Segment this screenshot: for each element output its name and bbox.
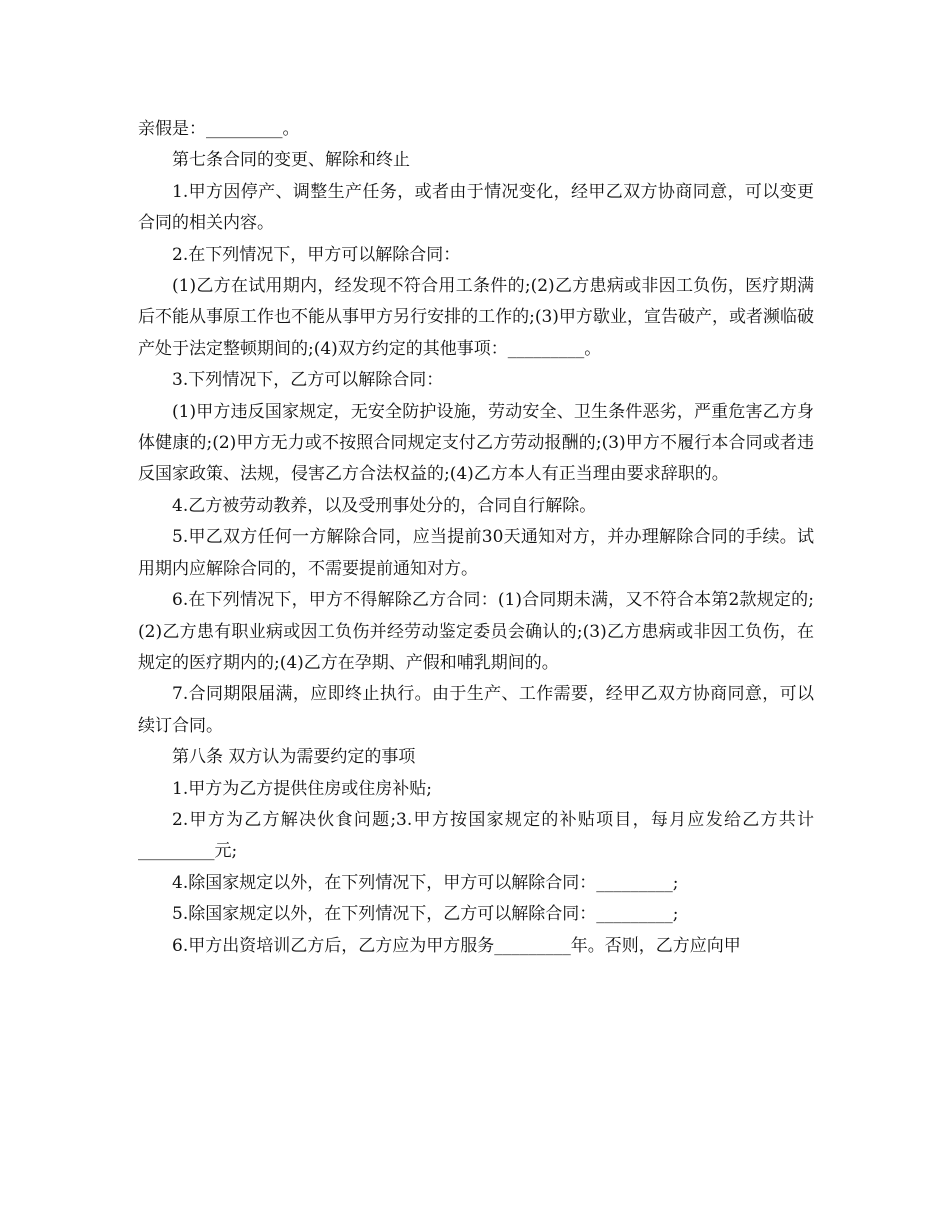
document-body: [138, 114, 814, 962]
paragraph: 1.甲方因停产、调整生产任务，或者由于情况变化，经甲乙双方协商同意，可以变更合同的相关内容。: [138, 181, 814, 234]
article-heading: 第八条 双方认为需要约定的事项: [172, 747, 416, 768]
paragraph: 4.除国家规定以外，在下列情况下，甲方可以解除合同：_________;: [172, 872, 679, 893]
paragraph: 5.甲乙双方任何一方解除合同，应当提前30天通知对方，并办理解除合同的手续。试用期内应解除合同的，不需要提前通知对方。: [138, 527, 814, 579]
paragraph: (1)乙方在试用期内，经发现不符合用工条件的;(2)乙方患病或非因工负伤，医疗期满后不能从事原工作也不能从事甲方另行安排的工作的;(3)甲方歇业，宣告破产，或者濒临破产处于法定整顿期间的;(4)双方约定的其他事项：_________。: [138, 276, 814, 359]
paragraph: 2.在下列情况下，甲方可以解除合同：: [172, 244, 461, 265]
article-heading: 第七条合同的变更、解除和终止: [172, 150, 410, 171]
paragraph: 3.下列情况下，乙方可以解除合同：: [172, 370, 444, 391]
paragraph: 5.除国家规定以外，在下列情况下，乙方可以解除合同：_________;: [172, 904, 679, 925]
paragraph: 7.合同期限届满，应即终止执行。由于生产、工作需要，经甲乙双方协商同意，可以续订合同。: [138, 684, 814, 736]
paragraph: 4.乙方被劳动教养，以及受刑事处分的，合同自行解除。: [172, 495, 597, 516]
paragraph: 6.甲方出资培训乙方后，乙方应为甲方服务_________年。否则，乙方应向甲: [172, 935, 741, 956]
paragraph: 6.在下列情况下，甲方不得解除乙方合同：(1)合同期未满，又不符合本第2款规定的;(2)乙方患有职业病或因工负伤并经劳动鉴定委员会确认的;(3)乙方患病或非因工负伤，在规定的医疗期内的;(4)乙方在孕期、产假和哺乳期间的。: [138, 590, 814, 673]
paragraph: (1)甲方违反国家规定，无安全防护设施，劳动安全、卫生条件恶劣，严重危害乙方身体健康的;(2)甲方无力或不按照合同规定支付乙方劳动报酬的;(3)甲方不履行本合同或者违反国家政策、法规，侵害乙方合法权益的;(4)乙方本人有正当理由要求辞职的。: [138, 401, 814, 485]
paragraph: 1.甲方为乙方提供住房或住房补贴;: [172, 778, 432, 799]
paragraph: 2.甲方为乙方解决伙食问题;3.甲方按国家规定的补贴项目，每月应发给乙方共计_________元;: [138, 809, 814, 862]
paragraph: 亲假是：_________。: [138, 119, 300, 139]
